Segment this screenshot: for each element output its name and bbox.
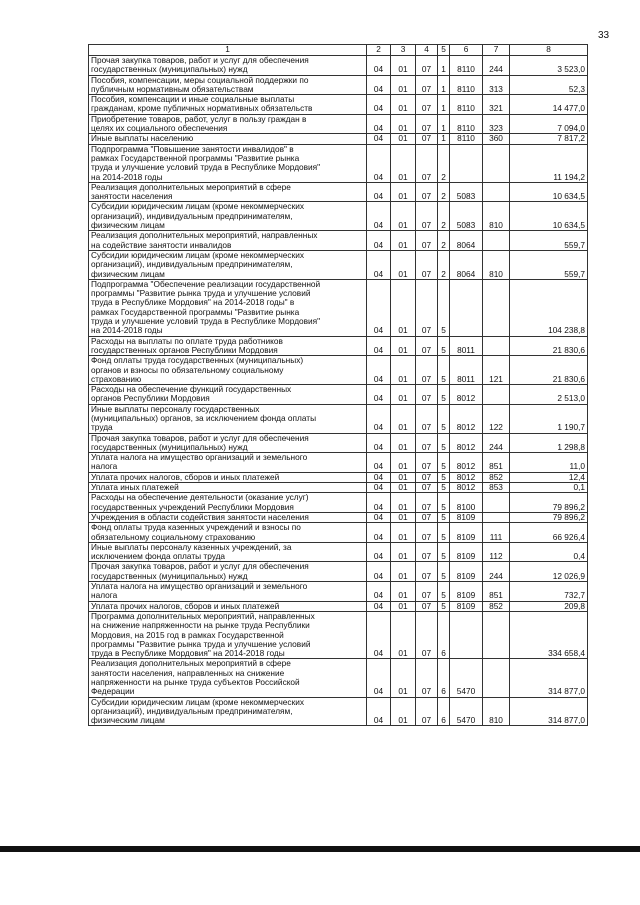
table-row <box>89 385 588 405</box>
code-cell: 01 <box>391 472 416 482</box>
code-cell: 01 <box>391 523 416 543</box>
code-cell: 07 <box>416 231 438 251</box>
column-header: 3 <box>391 45 416 56</box>
column-header: 1 <box>89 45 367 56</box>
code-cell: 04 <box>367 659 391 697</box>
code-cell: 8012 <box>450 433 483 453</box>
code-cell: 244 <box>483 562 510 582</box>
code-cell <box>483 182 510 202</box>
table-row <box>89 95 588 115</box>
table-row <box>89 75 588 95</box>
code-cell: 01 <box>391 231 416 251</box>
code-cell: 8012 <box>450 385 483 405</box>
code-cell: 853 <box>483 483 510 493</box>
row-name-cell: Подпрограмма "Повышение занятости инвалидов" в рамках Государственной программы "Развитие рынка труда и улучшение условий труда в Республике Мордовия" на 2014-2018 годы <box>89 144 367 182</box>
table-row <box>89 56 588 76</box>
code-cell: 01 <box>391 404 416 433</box>
code-cell: 1 <box>438 75 450 95</box>
code-cell: 04 <box>367 95 391 115</box>
code-cell: 04 <box>367 512 391 522</box>
column-header: 2 <box>367 45 391 56</box>
code-cell: 1 <box>438 114 450 134</box>
code-cell: 8011 <box>450 336 483 356</box>
table-row <box>89 250 588 279</box>
code-cell: 07 <box>416 250 438 279</box>
amount-cell: 66 926,4 <box>510 523 588 543</box>
row-name-cell: Иные выплаты персоналу казенных учреждений, за исключением фонда оплаты труда <box>89 542 367 562</box>
code-cell: 04 <box>367 483 391 493</box>
code-cell: 01 <box>391 336 416 356</box>
row-name-cell: Иные выплаты персоналу государственных (муниципальных) органов, за исключением фонда оплаты труда <box>89 404 367 433</box>
amount-cell: 7 094,0 <box>510 114 588 134</box>
code-cell: 01 <box>391 95 416 115</box>
code-cell: 07 <box>416 523 438 543</box>
amount-cell: 209,8 <box>510 601 588 611</box>
code-cell: 04 <box>367 250 391 279</box>
code-cell: 244 <box>483 433 510 453</box>
table-row <box>89 134 588 144</box>
code-cell: 07 <box>416 75 438 95</box>
bottom-rule <box>0 846 640 852</box>
row-name-cell: Расходы на обеспечение деятельности (оказание услуг) государственных учреждений Республики Мордовия <box>89 493 367 513</box>
code-cell: 852 <box>483 472 510 482</box>
code-cell: 810 <box>483 250 510 279</box>
code-cell <box>483 611 510 658</box>
code-cell: 01 <box>391 356 416 385</box>
code-cell: 04 <box>367 433 391 453</box>
code-cell: 04 <box>367 697 391 726</box>
row-name-cell: Пособия, компенсации, меры социальной поддержки по публичным нормативным обязательствам <box>89 75 367 95</box>
amount-cell: 0,1 <box>510 483 588 493</box>
amount-cell: 14 477,0 <box>510 95 588 115</box>
code-cell <box>483 336 510 356</box>
table-row <box>89 483 588 493</box>
column-header: 7 <box>483 45 510 56</box>
code-cell: 07 <box>416 562 438 582</box>
code-cell: 07 <box>416 493 438 513</box>
code-cell: 5 <box>438 601 450 611</box>
table-row <box>89 336 588 356</box>
code-cell: 01 <box>391 512 416 522</box>
code-cell: 5083 <box>450 202 483 231</box>
code-cell: 04 <box>367 182 391 202</box>
row-name-cell: Субсидии юридическим лицам (кроме некоммерческих организаций), индивидуальным предпринимателям, физическим лицам <box>89 697 367 726</box>
amount-cell: 1 298,8 <box>510 433 588 453</box>
code-cell: 04 <box>367 582 391 602</box>
code-cell: 01 <box>391 134 416 144</box>
row-name-cell: Иные выплаты населению <box>89 134 367 144</box>
code-cell: 8012 <box>450 404 483 433</box>
table-row <box>89 182 588 202</box>
code-cell: 01 <box>391 250 416 279</box>
code-cell: 244 <box>483 56 510 76</box>
page-number: 33 <box>598 30 610 41</box>
budget-table <box>88 44 588 726</box>
code-cell: 5470 <box>450 659 483 697</box>
code-cell <box>483 385 510 405</box>
code-cell: 04 <box>367 75 391 95</box>
code-cell: 6 <box>438 659 450 697</box>
row-name-cell: Уплата налога на имущество организаций и земельного налога <box>89 453 367 473</box>
code-cell: 1 <box>438 134 450 144</box>
code-cell: 07 <box>416 512 438 522</box>
table-row <box>89 601 588 611</box>
row-name-cell: Программа дополнительных мероприятий, направленных на снижение напряженности на рынке труда Республики Мордовия, на 2015 год в рамках Государственной программы "Развитие рынка труда и улучшение условий труда в Республике Мордовия" на 2014-2018 годы <box>89 611 367 658</box>
amount-cell: 10 634,5 <box>510 182 588 202</box>
code-cell: 04 <box>367 279 391 336</box>
table-row <box>89 231 588 251</box>
table-row <box>89 202 588 231</box>
table-row <box>89 279 588 336</box>
code-cell: 8110 <box>450 75 483 95</box>
row-name-cell: Субсидии юридическим лицам (кроме некоммерческих организаций), индивидуальным предпринимателям, физическим лицам <box>89 250 367 279</box>
amount-cell: 0,4 <box>510 542 588 562</box>
table-row <box>89 433 588 453</box>
code-cell: 04 <box>367 472 391 482</box>
amount-cell: 559,7 <box>510 250 588 279</box>
row-name-cell: Субсидии юридическим лицам (кроме некоммерческих организаций), индивидуальным предпринимателям, физическим лицам <box>89 202 367 231</box>
column-header: 6 <box>450 45 483 56</box>
code-cell: 01 <box>391 562 416 582</box>
code-cell: 07 <box>416 336 438 356</box>
amount-cell: 314 877,0 <box>510 659 588 697</box>
code-cell: 07 <box>416 114 438 134</box>
row-name-cell: Прочая закупка товаров, работ и услуг для обеспечения государственных (муниципальных) нужд <box>89 433 367 453</box>
code-cell: 2 <box>438 202 450 231</box>
code-cell: 8012 <box>450 472 483 482</box>
code-cell: 04 <box>367 336 391 356</box>
amount-cell: 12,4 <box>510 472 588 482</box>
code-cell: 121 <box>483 356 510 385</box>
code-cell: 01 <box>391 493 416 513</box>
table-row <box>89 542 588 562</box>
code-cell: 07 <box>416 56 438 76</box>
code-cell: 851 <box>483 453 510 473</box>
code-cell: 111 <box>483 523 510 543</box>
table-row <box>89 697 588 726</box>
code-cell: 01 <box>391 114 416 134</box>
code-cell: 5 <box>438 483 450 493</box>
code-cell: 07 <box>416 134 438 144</box>
amount-cell: 732,7 <box>510 582 588 602</box>
code-cell: 07 <box>416 659 438 697</box>
amount-cell: 3 523,0 <box>510 56 588 76</box>
code-cell: 01 <box>391 56 416 76</box>
row-name-cell: Расходы на обеспечение функций государственных органов Республики Мордовия <box>89 385 367 405</box>
code-cell: 8012 <box>450 483 483 493</box>
column-header: 5 <box>438 45 450 56</box>
row-name-cell: Реализация дополнительных мероприятий в сфере занятости населения <box>89 182 367 202</box>
code-cell: 2 <box>438 250 450 279</box>
row-name-cell: Пособия, компенсации и иные социальные выплаты гражданам, кроме публичных нормативных обязательств <box>89 95 367 115</box>
row-name-cell: Уплата прочих налогов, сборов и иных платежей <box>89 601 367 611</box>
code-cell: 5 <box>438 356 450 385</box>
row-name-cell: Прочая закупка товаров, работ и услуг для обеспечения государственных (муниципальных) нужд <box>89 56 367 76</box>
code-cell: 5 <box>438 542 450 562</box>
code-cell: 07 <box>416 385 438 405</box>
code-cell: 01 <box>391 611 416 658</box>
row-name-cell: Уплата иных платежей <box>89 483 367 493</box>
row-name-cell: Прочая закупка товаров, работ и услуг для обеспечения государственных (муниципальных) нужд <box>89 562 367 582</box>
code-cell: 852 <box>483 601 510 611</box>
amount-cell: 314 877,0 <box>510 697 588 726</box>
table-header-row <box>89 45 588 56</box>
code-cell: 07 <box>416 279 438 336</box>
code-cell: 8110 <box>450 134 483 144</box>
code-cell <box>483 493 510 513</box>
row-name-cell: Фонд оплаты труда казенных учреждений и взносы по обязательному социальному страхованию <box>89 523 367 543</box>
table-row <box>89 493 588 513</box>
code-cell: 04 <box>367 385 391 405</box>
code-cell: 8064 <box>450 231 483 251</box>
code-cell: 04 <box>367 356 391 385</box>
code-cell: 07 <box>416 601 438 611</box>
code-cell: 07 <box>416 95 438 115</box>
code-cell: 01 <box>391 144 416 182</box>
code-cell: 2 <box>438 231 450 251</box>
code-cell <box>450 279 483 336</box>
code-cell: 6 <box>438 611 450 658</box>
code-cell: 07 <box>416 404 438 433</box>
table-row <box>89 114 588 134</box>
table-row <box>89 453 588 473</box>
code-cell: 5 <box>438 582 450 602</box>
row-name-cell: Учреждения в области содействия занятости населения <box>89 512 367 522</box>
amount-cell: 10 634,5 <box>510 202 588 231</box>
code-cell: 313 <box>483 75 510 95</box>
code-cell: 360 <box>483 134 510 144</box>
code-cell: 5 <box>438 336 450 356</box>
code-cell: 07 <box>416 542 438 562</box>
code-cell: 5 <box>438 453 450 473</box>
row-name-cell: Реализация дополнительных мероприятий, направленных на содействие занятости инвалидов <box>89 231 367 251</box>
code-cell: 5 <box>438 523 450 543</box>
code-cell: 04 <box>367 611 391 658</box>
amount-cell: 52,3 <box>510 75 588 95</box>
code-cell: 112 <box>483 542 510 562</box>
code-cell <box>483 512 510 522</box>
code-cell: 8109 <box>450 512 483 522</box>
code-cell: 5 <box>438 404 450 433</box>
table-row <box>89 404 588 433</box>
row-name-cell: Приобретение товаров, работ, услуг в пользу граждан в целях их социального обеспечения <box>89 114 367 134</box>
code-cell: 04 <box>367 453 391 473</box>
column-header: 8 <box>510 45 588 56</box>
code-cell: 01 <box>391 75 416 95</box>
code-cell <box>450 144 483 182</box>
code-cell <box>483 279 510 336</box>
code-cell: 5 <box>438 562 450 582</box>
row-name-cell: Подпрограмма "Обеспечение реализации государственной программы "Развитие рынка труда и улучшение условий труда в Республике Мордовия" на 2014-2018 годы" в рамках Государственной программы "Развитие рынка труда и улучшение условий труда в Республике Мордовия" на 2014-2018 годы <box>89 279 367 336</box>
code-cell: 04 <box>367 562 391 582</box>
code-cell: 01 <box>391 182 416 202</box>
amount-cell: 11 194,2 <box>510 144 588 182</box>
code-cell: 07 <box>416 611 438 658</box>
code-cell: 04 <box>367 144 391 182</box>
amount-cell: 12 026,9 <box>510 562 588 582</box>
code-cell: 01 <box>391 697 416 726</box>
code-cell: 8110 <box>450 56 483 76</box>
code-cell: 1 <box>438 56 450 76</box>
code-cell: 5 <box>438 279 450 336</box>
table-row <box>89 562 588 582</box>
code-cell: 2 <box>438 144 450 182</box>
code-cell: 810 <box>483 202 510 231</box>
code-cell: 8109 <box>450 562 483 582</box>
code-cell: 5083 <box>450 182 483 202</box>
amount-cell: 11,0 <box>510 453 588 473</box>
amount-cell: 1 190,7 <box>510 404 588 433</box>
table-row <box>89 356 588 385</box>
code-cell: 07 <box>416 356 438 385</box>
table-row <box>89 611 588 658</box>
amount-cell: 334 658,4 <box>510 611 588 658</box>
code-cell: 122 <box>483 404 510 433</box>
code-cell: 04 <box>367 542 391 562</box>
amount-cell: 7 817,2 <box>510 134 588 144</box>
code-cell: 8109 <box>450 601 483 611</box>
code-cell <box>483 659 510 697</box>
code-cell: 07 <box>416 697 438 726</box>
code-cell <box>483 231 510 251</box>
amount-cell: 21 830,6 <box>510 336 588 356</box>
code-cell: 04 <box>367 493 391 513</box>
code-cell: 07 <box>416 472 438 482</box>
code-cell: 2 <box>438 182 450 202</box>
amount-cell: 79 896,2 <box>510 493 588 513</box>
table-row <box>89 472 588 482</box>
table-row <box>89 582 588 602</box>
code-cell: 04 <box>367 202 391 231</box>
code-cell: 323 <box>483 114 510 134</box>
row-name-cell: Реализация дополнительных мероприятий в сфере занятости населения, направленных на снижение напряженности на рынке труда субъектов Российской Федерации <box>89 659 367 697</box>
amount-cell: 2 513,0 <box>510 385 588 405</box>
code-cell: 07 <box>416 433 438 453</box>
code-cell: 8064 <box>450 250 483 279</box>
code-cell <box>450 611 483 658</box>
code-cell: 07 <box>416 144 438 182</box>
code-cell: 8011 <box>450 356 483 385</box>
code-cell: 1 <box>438 95 450 115</box>
code-cell: 6 <box>438 697 450 726</box>
amount-cell: 559,7 <box>510 231 588 251</box>
code-cell <box>483 144 510 182</box>
code-cell: 01 <box>391 453 416 473</box>
code-cell: 04 <box>367 56 391 76</box>
code-cell: 5 <box>438 472 450 482</box>
code-cell: 8109 <box>450 542 483 562</box>
code-cell: 01 <box>391 279 416 336</box>
code-cell: 07 <box>416 483 438 493</box>
code-cell: 8109 <box>450 582 483 602</box>
code-cell: 01 <box>391 542 416 562</box>
code-cell: 01 <box>391 601 416 611</box>
code-cell: 04 <box>367 231 391 251</box>
row-name-cell: Уплата прочих налогов, сборов и иных платежей <box>89 472 367 482</box>
code-cell: 8109 <box>450 523 483 543</box>
code-cell: 04 <box>367 601 391 611</box>
code-cell: 8110 <box>450 95 483 115</box>
code-cell: 5 <box>438 493 450 513</box>
code-cell: 8012 <box>450 453 483 473</box>
code-cell: 07 <box>416 453 438 473</box>
code-cell: 04 <box>367 523 391 543</box>
code-cell: 04 <box>367 114 391 134</box>
code-cell: 01 <box>391 659 416 697</box>
code-cell: 07 <box>416 582 438 602</box>
amount-cell: 104 238,8 <box>510 279 588 336</box>
code-cell: 01 <box>391 582 416 602</box>
column-header: 4 <box>416 45 438 56</box>
code-cell: 8100 <box>450 493 483 513</box>
amount-cell: 79 896,2 <box>510 512 588 522</box>
row-name-cell: Расходы на выплаты по оплате труда работников государственных органов Республики Мордовия <box>89 336 367 356</box>
code-cell: 5 <box>438 385 450 405</box>
table-row <box>89 659 588 697</box>
code-cell: 07 <box>416 182 438 202</box>
code-cell: 07 <box>416 202 438 231</box>
code-cell: 8110 <box>450 114 483 134</box>
code-cell: 5 <box>438 512 450 522</box>
code-cell: 851 <box>483 582 510 602</box>
code-cell: 01 <box>391 202 416 231</box>
code-cell: 01 <box>391 433 416 453</box>
code-cell: 810 <box>483 697 510 726</box>
code-cell: 5470 <box>450 697 483 726</box>
table-row <box>89 512 588 522</box>
row-name-cell: Уплата налога на имущество организаций и земельного налога <box>89 582 367 602</box>
code-cell: 04 <box>367 404 391 433</box>
row-name-cell: Фонд оплаты труда государственных (муниципальных) органов и взносы по обязательному социальному страхованию <box>89 356 367 385</box>
table-row <box>89 144 588 182</box>
table-row <box>89 523 588 543</box>
code-cell: 04 <box>367 134 391 144</box>
code-cell: 01 <box>391 385 416 405</box>
code-cell: 01 <box>391 483 416 493</box>
code-cell: 5 <box>438 433 450 453</box>
amount-cell: 21 830,6 <box>510 356 588 385</box>
code-cell: 321 <box>483 95 510 115</box>
